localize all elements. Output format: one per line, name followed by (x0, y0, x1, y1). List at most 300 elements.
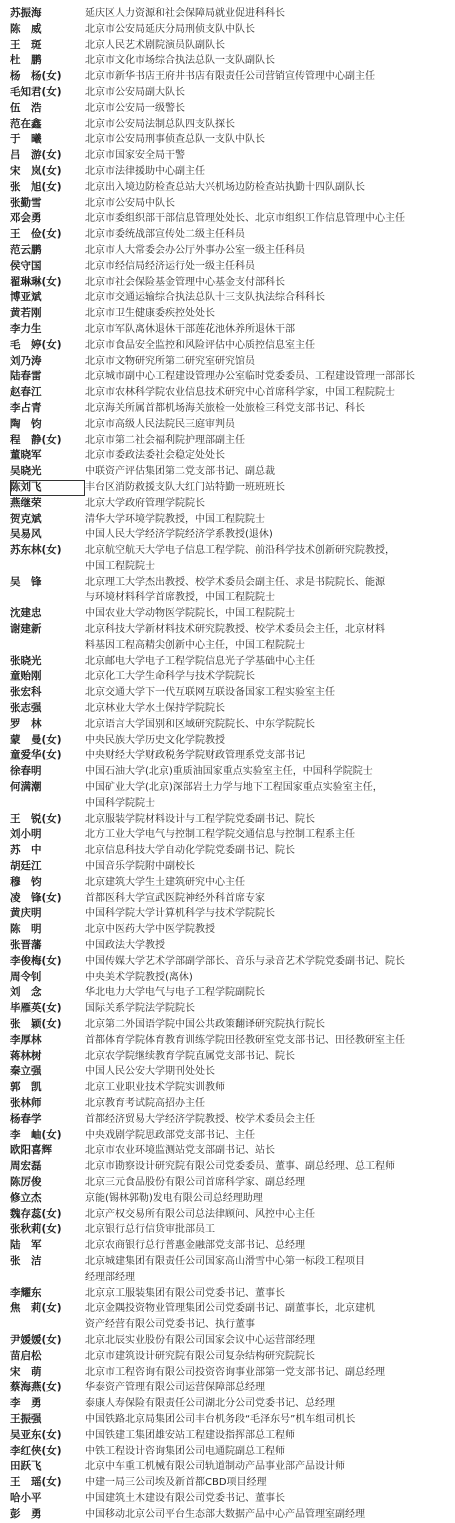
person-name: 苗启松 (10, 1349, 42, 1362)
person-name: 范在鑫 (10, 117, 42, 130)
title-line: 北京市国家安全局干警 (85, 150, 185, 162)
person-title (85, 1033, 453, 1049)
person-title (85, 1159, 453, 1175)
person-name: 蒋林树 (10, 1049, 42, 1062)
person-name: 赵春江 (10, 386, 42, 399)
person-title (85, 575, 453, 607)
list-item (10, 875, 453, 891)
title-line: 料基因工程高精尖创新中心主任，中国工程院院士 (85, 639, 305, 651)
list-item (10, 812, 453, 828)
title-line: 北京海关所属首都机场海关旅检一处旅检三科党支部书记、科长 (85, 402, 365, 414)
person-name: 何满潮 (10, 781, 42, 794)
person-title (85, 606, 453, 622)
list-item (10, 1207, 453, 1223)
person-title (85, 448, 453, 464)
list-item (10, 748, 453, 764)
person-title (85, 748, 453, 764)
person-title (85, 1143, 453, 1159)
person-title (85, 669, 453, 685)
person-name: 苏东林(女) (10, 544, 62, 557)
list-item (10, 1459, 453, 1475)
title-line: 北京市委统战部宣传处二级主任科员 (85, 229, 245, 241)
title-line: 中国音乐学院附中副校长 (85, 861, 195, 873)
list-item (10, 496, 453, 512)
title-line: 中国传媒大学艺术学部副学部长、音乐与录音艺术学院党委副书记、院长 (85, 955, 405, 967)
title-line: 北京市公安局中队长 (85, 197, 175, 209)
person-name: 黄若刚 (10, 307, 42, 320)
title-line: 中国铁路北京局集团公司丰台机务段“毛泽东号”机车组司机长 (85, 1413, 356, 1425)
title-line: 中国移动北京公司平台生态部大数据产品中心产品管理室副经理 (85, 1508, 365, 1520)
title-line: 北京市经信局经济运行处一级主任科员 (85, 260, 255, 272)
list-item (10, 448, 453, 464)
person-name: 刘小明 (10, 828, 42, 841)
person-title (85, 290, 453, 306)
list-item (10, 764, 453, 780)
list-item (10, 53, 453, 69)
list-item (10, 290, 453, 306)
title-line: 北京市交通运输综合执法总队十三支队执法综合科科长 (85, 292, 325, 304)
person-name: 黄庆明 (10, 907, 42, 920)
title-line: 北京市工程咨询有限公司投资咨询事业部第一党支部书记、副总经理 (85, 1366, 385, 1378)
person-title (85, 354, 453, 370)
person-name: 彭 勇 (10, 1507, 42, 1520)
list-item (10, 1238, 453, 1254)
person-name: 张 颖(女) (10, 1018, 62, 1030)
list-item (10, 922, 453, 938)
person-title (85, 259, 453, 275)
person-title (85, 922, 453, 938)
list-item (10, 654, 453, 670)
person-name: 胡廷江 (10, 860, 42, 873)
person-name: 吴易风 (10, 528, 42, 541)
person-name: 修立杰 (10, 1191, 42, 1204)
title-line: 北京产权交易所有限公司总法律顾问、风控中心主任 (85, 1208, 315, 1220)
title-line: 中国科学院大学计算机科学与技术学院院长 (85, 908, 275, 920)
title-line: 北京金隅投资物业管理集团公司党委副书记、副董事长，北京建机 (85, 1303, 375, 1315)
list-item (10, 101, 453, 117)
person-name: 王振强 (10, 1412, 42, 1425)
title-line: 经理部经理 (85, 1271, 135, 1283)
person-title (85, 1301, 453, 1333)
person-title (85, 338, 453, 354)
title-line: 北京市勘察设计研究院有限公司党委委员、董事、副总经理、总工程师 (85, 1161, 395, 1173)
person-name: 苏振海 (10, 7, 42, 19)
person-title (85, 243, 453, 259)
person-title (85, 1459, 453, 1475)
title-line: 中央美术学院教授(离休) (85, 971, 193, 983)
list-item (10, 1380, 453, 1396)
person-name: 焦 莉(女) (10, 1302, 62, 1315)
list-item (10, 259, 453, 275)
list-item (10, 701, 453, 717)
person-title (85, 1238, 453, 1254)
person-title (85, 69, 453, 85)
person-title (85, 1001, 453, 1017)
person-title (85, 1064, 453, 1080)
list-item (10, 322, 453, 338)
title-line: 北京科技大学新材料技术研究院教授、校学术委员会主任，北京材料 (85, 624, 385, 636)
person-name: 王 锐(女) (10, 812, 62, 825)
person-name: 穆 钧 (10, 875, 42, 888)
list-item (10, 1191, 453, 1207)
person-name: 李耀东 (10, 1286, 42, 1299)
person-name: 陆春雷 (10, 370, 42, 383)
person-name: 谢建新 (10, 623, 42, 636)
list-item (10, 38, 453, 54)
person-name: 董晓军 (10, 449, 42, 462)
list-item (10, 369, 453, 385)
list-item (10, 1143, 453, 1159)
title-line: 北京中医药大学中医学院教授 (85, 924, 215, 936)
person-name: 陈 明 (10, 923, 42, 936)
person-name: 邓会勇 (10, 212, 42, 225)
person-title (85, 1222, 453, 1238)
person-title (85, 1112, 453, 1128)
list-item (10, 527, 453, 543)
person-name: 张 旭(女) (10, 180, 62, 193)
person-title (85, 780, 453, 812)
list-item (10, 196, 453, 212)
title-line: 北京第二外国语学院中国公共政策翻译研究院执行院长 (85, 1019, 325, 1030)
person-title (85, 701, 453, 717)
person-name: 沈建忠 (10, 607, 42, 620)
person-title (85, 496, 453, 512)
person-name: 张秋莉(女) (10, 1223, 62, 1236)
person-title (85, 275, 453, 291)
person-title (85, 985, 453, 1001)
title-line: 首都医科大学宣武医院神经外科首席专家 (85, 892, 265, 904)
person-title (85, 433, 453, 449)
list-item (10, 1475, 453, 1491)
title-line: 国际关系学院法学院院长 (85, 1003, 195, 1015)
title-line: 北京大学政府管理学院院长 (85, 497, 205, 509)
person-name: 伍 浩 (10, 101, 42, 114)
title-line: 中国人民公安大学期刊处处长 (85, 1066, 215, 1078)
person-name: 李 勇 (10, 1397, 42, 1410)
list-item (10, 243, 453, 259)
person-name: 张晋藩 (10, 939, 42, 952)
list-item (10, 1349, 453, 1365)
person-name: 宋 岚(女) (10, 164, 62, 177)
person-title (85, 180, 453, 196)
title-line: 北京市公安局一级警长 (85, 102, 185, 114)
person-title (85, 1049, 453, 1065)
list-item (10, 85, 453, 101)
person-title (85, 401, 453, 417)
person-title (85, 1096, 453, 1112)
person-title (85, 938, 453, 954)
list-item (10, 401, 453, 417)
person-name: 博亚斌 (10, 291, 42, 304)
title-line: 中央财经大学财政税务学院财政管理系党支部书记 (85, 750, 305, 762)
title-line: 北京市委政法委社会稳定处处长 (85, 450, 225, 462)
person-name: 宋 萌 (10, 1365, 42, 1378)
title-line: 北京城市副中心工程建设管理办公室临时党委委员、工程建设管理一部部长 (85, 371, 415, 383)
title-line: 北京市文物研究所第二研究室研究馆员 (85, 355, 255, 367)
title-line: 与环境材料科学首席教授，中国工程院院士 (85, 592, 275, 604)
title-line: 北京农商银行总行普惠金融部党支部书记、总经理 (85, 1240, 305, 1252)
person-title (85, 764, 453, 780)
person-title (85, 685, 453, 701)
title-line: 北京工业职业技术学院实训教师 (85, 1082, 225, 1094)
person-title (85, 1080, 453, 1096)
list-item (10, 211, 453, 227)
person-title (85, 891, 453, 907)
title-line: 北京信息科技大学自动化学院党委副书记、院长 (85, 845, 295, 857)
title-line: 首都经济贸易大学经济学院教授、校学术委员会主任 (85, 1113, 315, 1125)
list-item (10, 970, 453, 986)
title-line: 泰康人寿保险有限责任公司湖北分公司党委书记、总经理 (85, 1398, 335, 1410)
list-item (10, 1428, 453, 1444)
person-title (85, 1128, 453, 1144)
person-title (85, 1380, 453, 1396)
title-line: 首都体育学院体育教育训练学院田径教研室党支部书记、田径教研室主任 (85, 1034, 405, 1046)
title-line: 北京服装学院材料设计与工程学院党委副书记、院长 (85, 813, 315, 825)
person-name: 陈厉俊 (10, 1175, 42, 1188)
person-title (85, 875, 453, 891)
person-title (85, 812, 453, 828)
person-name: 杨春学 (10, 1112, 42, 1125)
person-title (85, 148, 453, 164)
person-name: 王 俭(女) (10, 228, 62, 241)
title-line: 北京市食品安全监控和风险评估中心质控信息室主任 (85, 339, 315, 351)
title-line: 北京出入境边防检查总站大兴机场边防检查站执勤十四队副队长 (85, 181, 365, 193)
list-item (10, 1286, 453, 1302)
person-name: 秦立强 (10, 1065, 42, 1078)
person-title (85, 85, 453, 101)
person-name: 侯守国 (10, 259, 42, 272)
title-line: 北京三元食品股份有限公司首席科学家、副总经理 (85, 1176, 305, 1188)
person-name: 张志强 (10, 702, 42, 715)
list-item (10, 575, 453, 607)
person-name: 王 斑 (10, 38, 42, 51)
person-name: 吴晓光 (10, 465, 42, 478)
person-title (85, 369, 453, 385)
person-title (85, 306, 453, 322)
list-item (10, 669, 453, 685)
title-line: 北京市社会保险基金管理中心基金支付部科长 (85, 276, 285, 288)
person-title (85, 1207, 453, 1223)
person-title (85, 1475, 453, 1491)
person-name: 王 瑶(女) (10, 1476, 62, 1489)
person-title (85, 827, 453, 843)
person-name: 李红侠(女) (10, 1444, 62, 1457)
person-name: 张晓光 (10, 654, 42, 667)
title-line: 北京人民艺术剧院演员队副队长 (85, 39, 225, 51)
person-title (85, 1507, 453, 1523)
person-name: 范云鹏 (10, 243, 42, 256)
person-name: 张 洁 (10, 1254, 42, 1267)
title-line: 资产经营有限公司党委书记、执行董事 (85, 1319, 255, 1331)
list-item (10, 22, 453, 38)
list-item (10, 954, 453, 970)
person-name: 毛知君(女) (10, 85, 62, 98)
list-item (10, 780, 453, 812)
list-item (10, 1096, 453, 1112)
person-name: 魏存蕊(女) (10, 1207, 62, 1220)
person-name: 毛 婷(女) (10, 338, 62, 351)
person-title (85, 101, 453, 117)
title-line: 中国铁建工集团雄安站工程建设指挥部总工程师 (85, 1429, 295, 1441)
person-name: 贺克斌 (10, 512, 42, 525)
list-item (10, 891, 453, 907)
title-line: 中国人民大学经济学院经济学系教授(退休) (85, 529, 273, 541)
person-name: 陶 钧 (10, 417, 42, 430)
list-item (10, 622, 453, 654)
title-line: 北京化工大学生命科学与技术学院院长 (85, 671, 255, 683)
person-name: 周令钊 (10, 970, 42, 983)
person-name: 杨 杨(女) (10, 70, 62, 83)
list-item (10, 938, 453, 954)
person-title (85, 1017, 453, 1033)
person-title (85, 1396, 453, 1412)
person-title (85, 227, 453, 243)
person-title (85, 512, 453, 528)
list-item (10, 1128, 453, 1144)
person-name: 凌 锋(女) (10, 891, 62, 904)
person-name: 于 曦 (10, 133, 42, 146)
person-name: 张林师 (10, 1096, 42, 1109)
title-line: 北京市法律援助中心副主任 (85, 165, 205, 177)
person-name: 燕继荣 (10, 496, 42, 509)
list-item (10, 1254, 453, 1286)
person-name: 欧阳喜辉 (10, 1144, 52, 1157)
list-item (10, 512, 453, 528)
person-name: 张宏科 (10, 686, 42, 699)
person-title (85, 906, 453, 922)
list-item (10, 227, 453, 243)
title-line: 北京市公安局法制总队四支队探长 (85, 118, 235, 130)
person-name: 毕雁英(女) (10, 1002, 62, 1015)
person-name: 李 岫(女) (10, 1128, 62, 1141)
title-line: 北京市农林科学院农业信息技术研究中心首席科学家，中国工程院院士 (85, 387, 395, 399)
person-title (85, 1365, 453, 1381)
person-title (85, 1191, 453, 1207)
title-line: 北京市公安局副大队长 (85, 86, 185, 98)
title-line: 北京农学院继续教育学院直属党支部书记、院长 (85, 1050, 295, 1062)
list-item (10, 1064, 453, 1080)
person-name: 陆 军 (10, 1239, 42, 1252)
person-title (85, 22, 453, 38)
title-line: 北京北辰实业股份有限公司国家会议中心运营部经理 (85, 1334, 315, 1346)
person-title (85, 717, 453, 733)
title-line: 北京航空航天大学电子信息工程学院、前沿科学技术创新研究院教授， (85, 545, 395, 557)
list-item (10, 69, 453, 85)
title-line: 北京邮电大学电子工程学院信息光子学基础中心主任 (85, 655, 315, 667)
list-item (10, 1112, 453, 1128)
person-name: 郭 凯 (10, 1081, 42, 1094)
person-title (85, 417, 453, 433)
title-line: 中建一局三公司埃及新首都CBD项目经理 (85, 1477, 267, 1489)
person-name: 张勤雪 (10, 196, 42, 209)
list-item (10, 1491, 453, 1507)
title-line: 中国政法大学教授 (85, 940, 165, 952)
title-line: 北京市农业环境监测站党支部副书记、站长 (85, 1145, 275, 1157)
person-title (85, 954, 453, 970)
list-item (10, 1301, 453, 1333)
person-title (85, 53, 453, 69)
title-line: 中国工程院院士 (85, 560, 155, 572)
title-line: 中国石油大学(北京)重质油国家重点实验室主任，中国科学院院士 (85, 766, 373, 778)
person-title (85, 132, 453, 148)
list-item (10, 1396, 453, 1412)
person-title (85, 654, 453, 670)
person-name: 翟琳琳(女) (10, 275, 62, 288)
person-title (85, 543, 453, 575)
person-title (85, 1254, 453, 1286)
person-name: 李力生 (10, 322, 42, 335)
list-item (10, 464, 453, 480)
title-line: 北京市军队离休退休干部莲花池休养所退休干部 (85, 323, 295, 335)
list-item (10, 275, 453, 291)
list-item (10, 338, 453, 354)
title-line: 中央民族大学历史文化学院教授 (85, 734, 225, 746)
title-line: 华泰资产管理有限公司运营保障部总经理 (85, 1382, 265, 1394)
list-item (10, 180, 453, 196)
person-name: 李俊梅(女) (10, 954, 62, 967)
title-line: 北京银行总行信贷审批部员工 (85, 1224, 215, 1236)
title-line: 北京城建集团有限责任公司国家高山滑雪中心第一标段工程项目 (85, 1255, 365, 1267)
list-item (10, 1001, 453, 1017)
list-item (10, 985, 453, 1001)
person-name: 周宏磊 (10, 1160, 42, 1173)
title-line: 丰台区消防救援支队大红门站特勤一班班班长 (85, 481, 285, 493)
list-item (10, 417, 453, 433)
list-item (10, 827, 453, 843)
person-title (85, 970, 453, 986)
person-name: 徐春明 (10, 765, 42, 778)
person-title (85, 385, 453, 401)
person-title (85, 1175, 453, 1191)
title-line: 北京市公安局刑事侦查总队一支队中队长 (85, 134, 265, 146)
honoree-list (10, 6, 453, 1523)
person-title (85, 859, 453, 875)
person-title (85, 211, 453, 227)
title-line: 清华大学环境学院教授，中国工程院院士 (85, 513, 265, 525)
list-item (10, 906, 453, 922)
title-line: 北京京工服装集团有限公司党委书记、董事长 (85, 1287, 285, 1299)
title-line: 北京市高级人民法院民三庭审判员 (85, 418, 235, 430)
list-item (10, 148, 453, 164)
list-item (10, 433, 453, 449)
list-item (10, 117, 453, 133)
person-name: 程 静(女) (10, 433, 62, 446)
title-line: 北京教育考试院高招办主任 (85, 1097, 205, 1109)
list-item (10, 1412, 453, 1428)
title-line: 北京市卫生健康委疾控处处长 (85, 308, 215, 320)
person-title (85, 1349, 453, 1365)
list-item (10, 543, 453, 575)
person-name: 罗 林 (10, 717, 42, 730)
person-name: 田跃飞 (10, 1460, 42, 1473)
list-item (10, 1017, 453, 1033)
person-title (85, 843, 453, 859)
list-item (10, 1333, 453, 1349)
list-item (10, 1507, 453, 1523)
person-title (85, 38, 453, 54)
list-item (10, 685, 453, 701)
person-name: 蔡海燕(女) (10, 1381, 62, 1394)
person-name: 童爱华(女) (10, 749, 62, 762)
title-line: 北京市新华书店王府井书店有限责任公司营销宣传管理中心副主任 (85, 71, 375, 83)
title-line: 北京交通大学下一代互联网互联设备国家工程实验室主任 (85, 687, 335, 699)
person-name: 吴亚东(女) (10, 1428, 62, 1441)
person-title (85, 480, 453, 496)
list-item (10, 1033, 453, 1049)
person-name: 刘 念 (10, 986, 42, 999)
person-title (85, 622, 453, 654)
list-item (10, 306, 453, 322)
